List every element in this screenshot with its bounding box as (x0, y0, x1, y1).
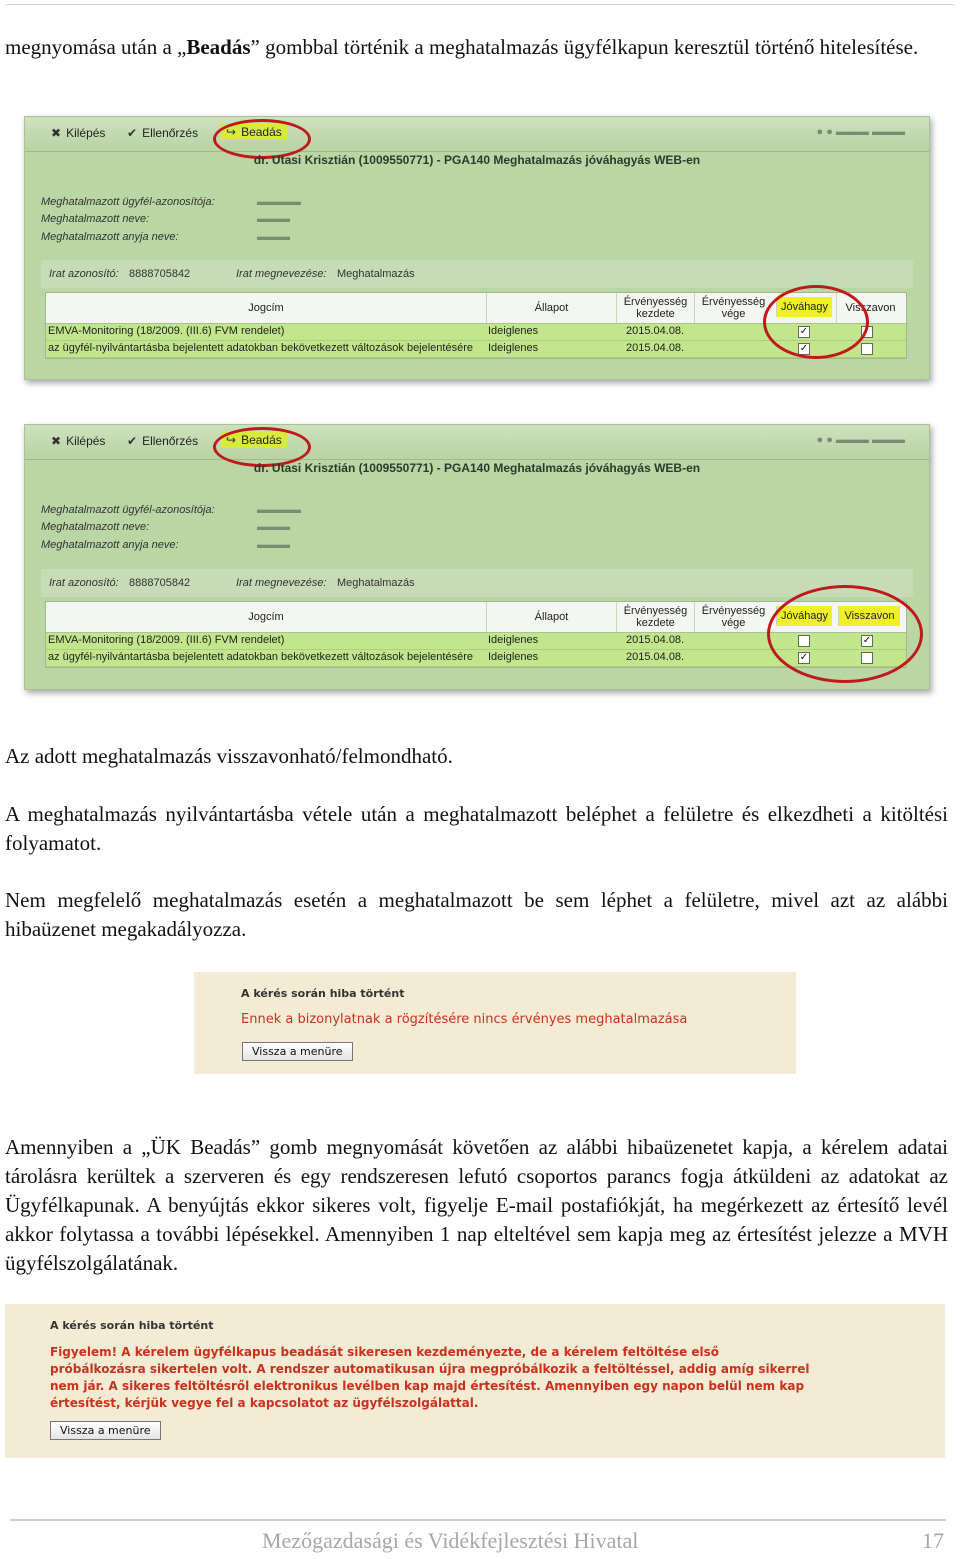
cell-allapot: Ideiglenes (488, 342, 539, 354)
page-number: 17 (922, 1528, 944, 1553)
cell-allapot: Ideiglenes (488, 634, 539, 646)
irat-name-label: Irat megnevezése: (236, 577, 327, 589)
highlight-circle-visszavon (767, 585, 923, 683)
paragraph-uk-beadas: Amennyiben a „ÜK Beadás” gomb megnyomását követően az alábbi hibaüzenetet kapja, a kérelem adatai tárolásra kerültek a szerveren és egy rendszeresen lefutó csoportos parancs fogja átküldeni az adatokat az Ügyfélkapunak. A benyújtás ekkor sikeres volt, figyelje E-mail postafiókját, ha megérkezett az értesítő levél akkor folytassa a további lépésekkel. Amennyiben 1 nap elteltével sem kapja meg az értesítést jelezze a MVH ügyfélszolgálatának. (5, 1135, 948, 1275)
check-icon: ✔ (127, 434, 138, 448)
warning-line: próbálkozásra sikertelen volt. A rendszer automatikusan újra megpróbálkozik a feltöltéssel, addig amíg sikerrel (50, 1362, 810, 1376)
beadas-label: Beadás (241, 433, 282, 447)
info-label-azonosito: Meghatalmazott ügyfél-azonosítója: (41, 196, 215, 208)
check-icon: ✔ (127, 126, 138, 140)
info-label-azonosito: Meghatalmazott ügyfél-azonosítója: (41, 504, 215, 516)
info-value-blurred: ▬▬▬ (257, 213, 290, 225)
info-label-nev: Meghatalmazott neve: (41, 521, 150, 533)
header-kezdete: Érvényesség kezdete (616, 602, 694, 632)
kilepes-label: Kilépés (66, 434, 106, 448)
screenshot-revoke (24, 424, 930, 690)
cell-kezdete: 2015.04.08. (626, 342, 685, 354)
header-jovahagy: Jóváhagy (776, 606, 832, 626)
irat-id-label: Irat azonosító: (49, 268, 119, 280)
info-label-anyja: Meghatalmazott anyja neve: (41, 231, 179, 243)
warning-message-box (5, 1304, 945, 1458)
paragraph-nyilvantartas: A meghatalmazás nyilvántartásba vétele után a meghatalmazott beléphet a felületre és elkezdheti a kitöltési folyamatot. (5, 802, 948, 855)
error-title: A kérés során hiba történt (241, 987, 405, 1000)
cell-allapot: Ideiglenes (488, 651, 539, 663)
window-title: dr. Utasi Krisztián (1009550771) - PGA140 Meghatalmazás jóváhagyás WEB-en (253, 461, 701, 475)
error-message-box (194, 972, 796, 1074)
info-value-blurred: ▬▬▬▬ (257, 196, 301, 208)
irat-bar (41, 569, 913, 597)
close-icon: ✖ (51, 126, 62, 140)
user-icon[interactable]: ● ● ▬▬▬ ▬▬▬ (816, 434, 905, 446)
info-value-blurred: ▬▬▬▬ (257, 504, 301, 516)
irat-id-value: 8888705842 (129, 577, 191, 589)
header-visszavon: Visszavon (836, 293, 904, 323)
info-label-nev: Meghatalmazott neve: (41, 213, 150, 225)
highlight-circle-jovahagy (763, 285, 869, 359)
jovahagy-checkbox[interactable]: ✓ (799, 652, 809, 663)
window-title: dr. Utasi Krisztián (1009550771) - PGA140 Meghatalmazás jóváhagyás WEB-en (253, 153, 701, 167)
error-title: A kérés során hiba történt (50, 1319, 214, 1332)
header-vege: Érvényesség vége (694, 602, 772, 632)
back-to-menu-button[interactable]: Vissza a menüre (50, 1421, 161, 1440)
footer-rule (10, 1519, 946, 1521)
warning-line: Figyelem! A kérelem ügyfélkapus beadását sikeresen kezdeményezte, de a kérelem feltöltése első (50, 1345, 720, 1359)
cell-jogcim: az ügyfél-nyilvántartásba bejelentett adatokban bekövetkezett változások bejelentésére (48, 651, 473, 663)
ellenorzes-label: Ellenőrzés (142, 126, 199, 140)
irat-name-value: Meghatalmazás (337, 577, 415, 589)
header-jogcim: Jogcím (248, 611, 284, 623)
info-value-blurred: ▬▬▬ (257, 521, 290, 533)
ellenorzes-button[interactable] (127, 126, 198, 140)
ellenorzes-label: Ellenőrzés (142, 434, 199, 448)
paragraph-nem-megfelelo: Nem megfelelő meghatalmazás esetén a meghatalmazott be sem léphet a felületre, mivel azt az alábbi hibaüzenet megakadályozza. (5, 888, 948, 941)
intro-paragraph (5, 33, 948, 62)
irat-id-label: Irat azonosító: (49, 577, 119, 589)
header-kezdete: Érvényesség kezdete (616, 293, 694, 323)
warning-line: értesítést, kérjük vegye fel a kapcsolatot az ügyfélszolgálattal. (50, 1396, 479, 1410)
kilepes-label: Kilépés (66, 126, 106, 140)
intro-text-end: ” gombbal történik a meghatalmazás ügyfélkapun keresztül történő hitelesítése. (250, 35, 919, 59)
cell-kezdete: 2015.04.08. (626, 325, 685, 337)
jovahagy-checkbox[interactable]: ✓ (799, 326, 809, 337)
error-text: Ennek a bizonylatnak a rögzítésére nincs érvényes meghatalmazása (241, 1012, 688, 1027)
jovahagy-checkbox[interactable]: ✓ (799, 343, 809, 354)
kilepes-button[interactable] (51, 126, 105, 140)
cell-allapot: Ideiglenes (488, 325, 539, 337)
screenshot-approve (24, 116, 930, 380)
cell-jogcim: EMVA-Monitoring (18/2009. (III.6) FVM rendelet) (48, 325, 285, 337)
info-label-anyja: Meghatalmazott anyja neve: (41, 539, 179, 551)
close-icon: ✖ (51, 434, 62, 448)
intro-text-start: megnyomása után a „ (5, 35, 187, 59)
cell-jogcim: az ügyfél-nyilvántartásba bejelentett adatokban bekövetkezett változások bejelentésére (48, 342, 473, 354)
header-allapot: Állapot (486, 602, 616, 632)
user-icon[interactable]: ● ● ▬▬▬ ▬▬▬ (816, 126, 905, 138)
toolbar (25, 425, 929, 460)
arrow-icon: ↪ (226, 125, 237, 139)
header-vege: Érvényesség vége (694, 293, 772, 323)
header-jovahagy: Jóváhagy (776, 297, 832, 317)
footer-organization: Mezőgazdasági és Vidékfejlesztési Hivatal (262, 1528, 639, 1553)
toolbar (25, 117, 929, 152)
visszavon-checkbox[interactable]: ✓ (862, 635, 872, 646)
cell-jogcim: EMVA-Monitoring (18/2009. (III.6) FVM rendelet) (48, 634, 285, 646)
irat-id-value: 8888705842 (129, 268, 191, 280)
top-rule (6, 4, 954, 5)
paragraph-visszavonhato: Az adott meghatalmazás visszavonható/felmondható. (5, 744, 453, 768)
back-to-menu-button[interactable]: Vissza a menüre (242, 1042, 353, 1061)
cell-kezdete: 2015.04.08. (626, 651, 685, 663)
info-value-blurred: ▬▬▬ (257, 231, 290, 243)
info-value-blurred: ▬▬▬ (257, 539, 290, 551)
irat-bar (41, 260, 913, 288)
beadas-label: Beadás (241, 125, 282, 139)
visszavon-checkbox[interactable] (861, 343, 873, 355)
kilepes-button[interactable] (51, 434, 105, 448)
cell-kezdete: 2015.04.08. (626, 634, 685, 646)
irat-name-value: Meghatalmazás (337, 268, 415, 280)
header-allapot: Állapot (486, 293, 616, 323)
ellenorzes-button[interactable] (127, 434, 198, 448)
header-visszavon: Visszavon (838, 606, 900, 626)
warning-line: nem jár. A sikeres feltöltésről elektronikus levélben kap majd értesítést. Amennyiben egy napon belül nem kap (50, 1379, 805, 1393)
irat-name-label: Irat megnevezése: (236, 268, 327, 280)
intro-bold-beadas: Beadás (186, 35, 251, 59)
arrow-icon: ↪ (226, 433, 237, 447)
header-jogcim: Jogcím (248, 302, 284, 314)
